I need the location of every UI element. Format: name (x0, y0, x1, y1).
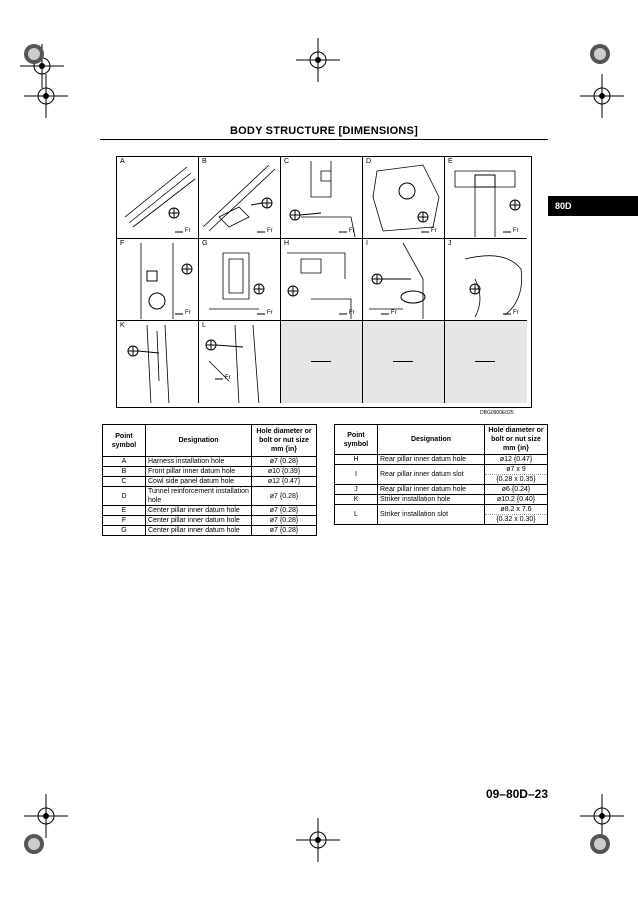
designation-cell: Harness installation hole (146, 457, 252, 467)
figure-cell-f (117, 239, 199, 321)
size-cell: ø12 {0.47} (485, 455, 548, 465)
size-cell: ø7 {0.28} (252, 487, 317, 506)
symbol-cell: J (335, 485, 378, 495)
table-row (103, 516, 317, 526)
size-cell: ø6 {0.24} (485, 485, 548, 495)
symbol-cell: I (335, 465, 378, 485)
size-line-2: {0.28 x 0.35} (496, 476, 536, 483)
size-cell (485, 505, 548, 525)
figure-cell-h (281, 239, 363, 321)
size-cell: ø12 {0.47} (252, 477, 317, 487)
cell-label: H (284, 240, 290, 247)
right-spec-table (334, 424, 548, 525)
cell-label: E (448, 158, 453, 165)
size-cell: ø7 {0.28} (252, 526, 317, 536)
size-cell: ø10.2 {0.40} (485, 495, 548, 505)
figure-cell-g (199, 239, 281, 321)
symbol-cell: L (335, 505, 378, 525)
symbol-cell: F (103, 516, 146, 526)
cell-label: J (448, 240, 452, 247)
designation-cell: Rear pillar inner datum slot (378, 465, 485, 485)
table-row (335, 465, 548, 485)
cell-label: C (284, 158, 290, 165)
size-line-1: ø8.2 x 7.6 (485, 505, 547, 515)
not-applicable-dash (311, 361, 331, 362)
designation-cell: Rear pillar inner datum hole (378, 455, 485, 465)
designation-cell: Center pillar inner datum hole (146, 526, 252, 536)
header-point-symbol: Point symbol (103, 425, 146, 457)
left-spec-table (102, 424, 317, 536)
cell-label: K (120, 322, 125, 329)
cell-label: G (202, 240, 208, 247)
figure-cell-j (445, 239, 527, 321)
front-direction-label: Fr (267, 310, 273, 316)
designation-cell: Center pillar inner datum hole (146, 516, 252, 526)
panel-drawing (199, 239, 281, 321)
designation-cell: Striker installation hole (378, 495, 485, 505)
panel-drawing (199, 321, 281, 403)
dimension-figure (116, 156, 532, 408)
symbol-cell: A (103, 457, 146, 467)
section-tab: 80D (548, 196, 638, 216)
symbol-cell: H (335, 455, 378, 465)
front-direction-label: Fr (513, 228, 519, 234)
designation-cell: Center pillar inner datum hole (146, 506, 252, 516)
front-direction-label: Fr (431, 228, 437, 234)
symbol-cell: B (103, 467, 146, 477)
figure-cell-l (199, 321, 281, 403)
front-direction-label: Fr (267, 228, 273, 234)
figure-cell-i (363, 239, 445, 321)
registration-mark-icon (580, 74, 624, 118)
table-row (103, 526, 317, 536)
panel-drawing (445, 239, 527, 321)
panel-drawing (199, 157, 281, 239)
cell-label: A (120, 158, 125, 165)
registration-mark-icon (296, 818, 340, 862)
header-designation: Designation (146, 425, 252, 457)
header-designation: Designation (378, 425, 485, 455)
front-direction-label: Fr (225, 375, 231, 381)
table-row (103, 506, 317, 516)
front-direction-label: Fr (391, 310, 397, 316)
table-row (103, 467, 317, 477)
panel-drawing (117, 157, 199, 239)
symbol-cell: G (103, 526, 146, 536)
panel-drawing (281, 239, 363, 321)
table-header-row (103, 425, 317, 457)
panel-drawing (363, 239, 445, 321)
figure-cell-b (199, 157, 281, 239)
table-row (103, 457, 317, 467)
table-row (335, 485, 548, 495)
panel-drawing (117, 321, 199, 403)
front-direction-label: Fr (185, 228, 191, 234)
size-line-1: ø7 x 9 (485, 465, 547, 475)
designation-cell: Rear pillar inner datum hole (378, 485, 485, 495)
panel-drawing (281, 157, 363, 239)
header-point-symbol: Point symbol (335, 425, 378, 455)
figure-cell-empty (281, 321, 363, 403)
figure-cell-empty (445, 321, 527, 403)
table-row (335, 495, 548, 505)
registration-mark-icon (296, 38, 340, 82)
figure-cell-a (117, 157, 199, 239)
not-applicable-dash (393, 361, 413, 362)
figure-code: DBG0900E025 (480, 410, 514, 416)
symbol-cell: K (335, 495, 378, 505)
cell-label: D (366, 158, 372, 165)
front-direction-label: Fr (513, 310, 519, 316)
title-divider (100, 139, 548, 140)
symbol-cell: E (103, 506, 146, 516)
figure-cell-k (117, 321, 199, 403)
table-row (335, 505, 548, 525)
registration-mark-icon (570, 830, 614, 874)
figure-cell-e (445, 157, 527, 239)
registration-mark-icon (24, 74, 68, 118)
page-title: BODY STRUCTURE [DIMENSIONS] (230, 125, 418, 137)
size-cell: ø7 {0.28} (252, 516, 317, 526)
panel-drawing (363, 157, 445, 239)
front-direction-label: Fr (349, 310, 355, 316)
figure-cell-c (281, 157, 363, 239)
registration-mark-icon (22, 830, 66, 874)
cell-label: F (120, 240, 125, 247)
size-cell (485, 465, 548, 485)
table-row (103, 487, 317, 506)
symbol-cell: C (103, 477, 146, 487)
size-cell: ø7 {0.28} (252, 457, 317, 467)
size-cell: ø10 {0.39} (252, 467, 317, 477)
symbol-cell: D (103, 487, 146, 506)
not-applicable-dash (475, 361, 495, 362)
panel-drawing (117, 239, 199, 321)
table-row (103, 477, 317, 487)
size-line-2: {0.32 x 0.30} (496, 516, 536, 523)
size-cell: ø7 {0.28} (252, 506, 317, 516)
figure-cell-d (363, 157, 445, 239)
cell-label: L (202, 322, 206, 329)
designation-cell: Front pillar inner datum hole (146, 467, 252, 477)
page-number: 09–80D–23 (485, 787, 548, 801)
panel-drawing (445, 157, 527, 239)
front-direction-label: Fr (185, 310, 191, 316)
table-row (335, 455, 548, 465)
table-header-row (335, 425, 548, 455)
header-hole-diameter: Hole diameter or bolt or nut size mm {in} (485, 425, 548, 455)
front-direction-label: Fr (349, 228, 355, 234)
cell-label: B (202, 158, 207, 165)
cell-label: I (366, 240, 368, 247)
header-hole-diameter: Hole diameter or bolt or nut size mm {in} (252, 425, 317, 457)
designation-cell: Striker installation slot (378, 505, 485, 525)
designation-cell: Tunnel reinforcement installation hole (146, 487, 252, 506)
figure-cell-empty (363, 321, 445, 403)
designation-cell: Cowl side panel datum hole (146, 477, 252, 487)
